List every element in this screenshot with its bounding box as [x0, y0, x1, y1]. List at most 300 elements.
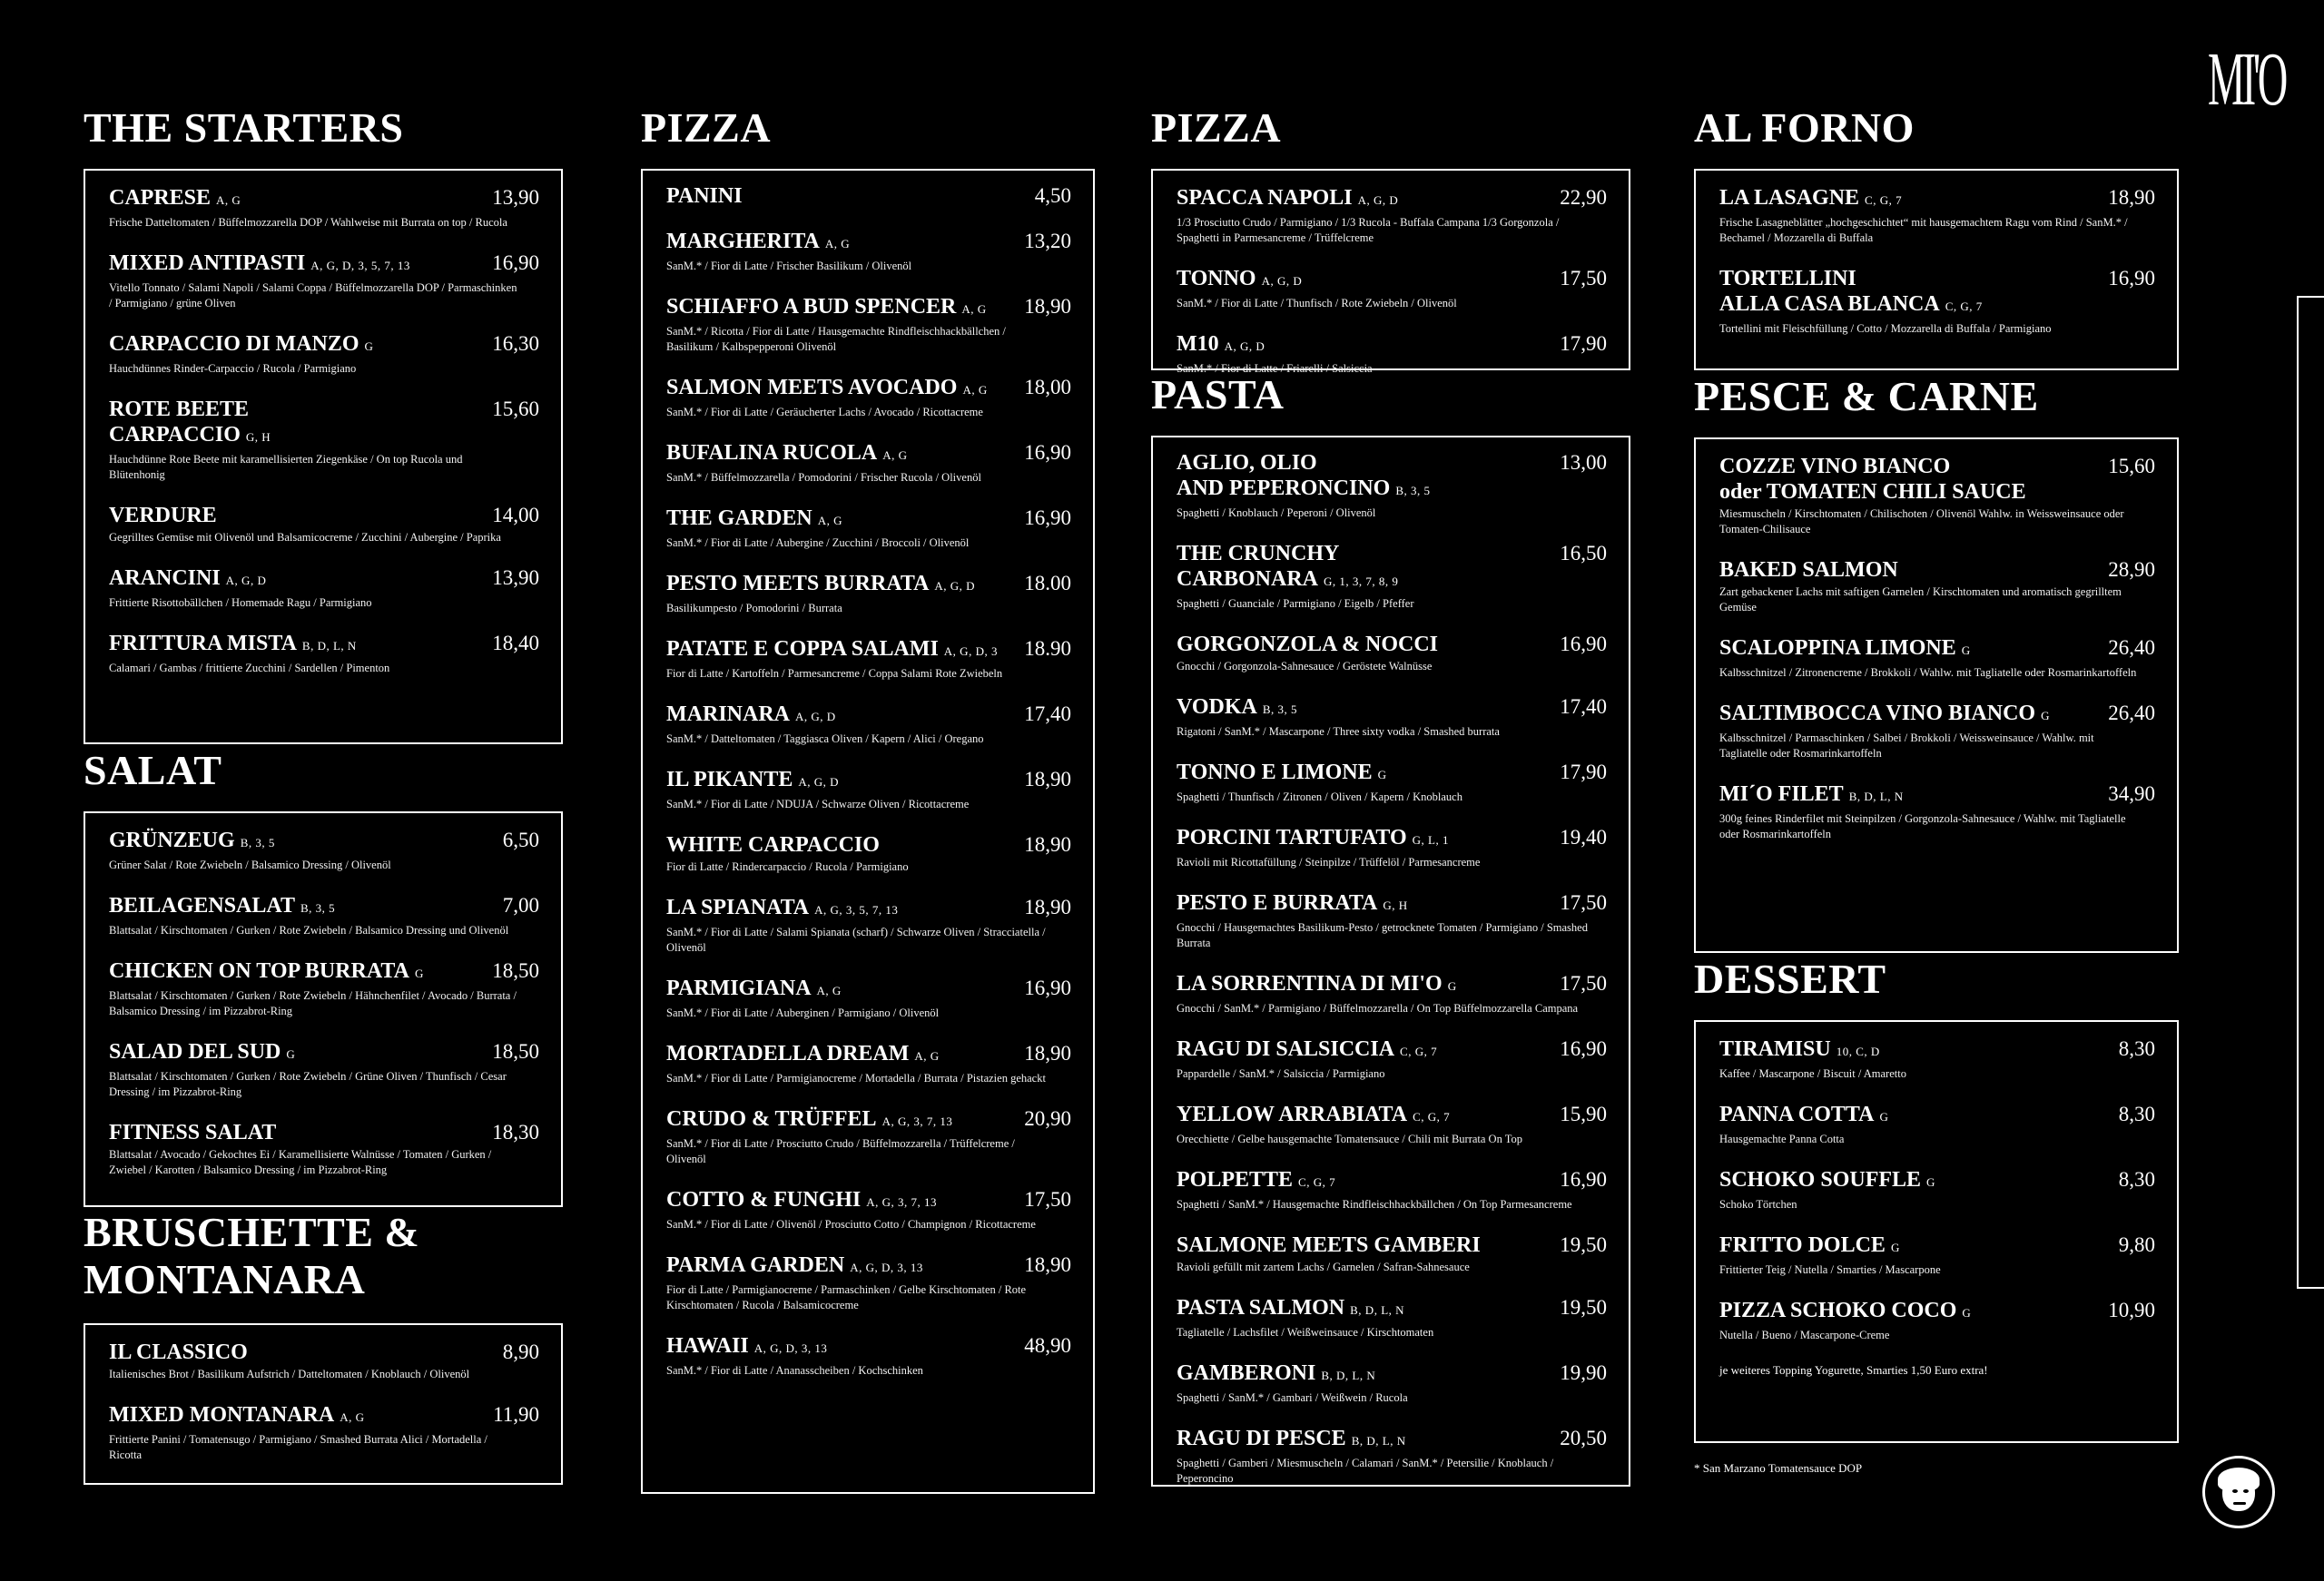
- menu-item-description: Blattsalat / Avocado / Gekochtes Ei / Karamellisierte Walnüsse / Tomaten / Gurken / Zwiebel / Karotten / Balsamico Dressing / im Pizzabrot-Ring: [109, 1148, 492, 1176]
- menu-item-name: [109, 331, 373, 359]
- dish-name: GAMBERONI: [1177, 1361, 1316, 1385]
- menu-item-name: [1177, 266, 1302, 294]
- menu-item: [666, 571, 1071, 616]
- menu-item-name: [666, 1187, 937, 1215]
- allergen-codes: A, G: [816, 984, 842, 997]
- menu-item-name: [1177, 185, 1398, 213]
- menu-item-description: SanM.* / Fior di Latte / Parmigianocreme / Mortadella / Burrata / Pistazien gehackt: [666, 1072, 1046, 1085]
- menu-item-price: 19,40: [1560, 826, 1607, 849]
- menu-item: [109, 331, 539, 377]
- menu-item-name: [109, 1039, 295, 1067]
- dish-name: YELLOW ARRABIATA: [1177, 1103, 1408, 1126]
- dish-name: PESTO E BURRATA: [1177, 891, 1378, 915]
- dish-name: SCHIAFFO A BUD SPENCER: [666, 295, 957, 319]
- allergen-codes: A, G, 3, 5, 7, 13: [814, 903, 899, 917]
- menu-item: [666, 375, 1071, 420]
- menu-item-description: Gnocchi / Hausgemachtes Basilikum-Pesto / getrocknete Tomaten / Parmigiano / Smashed Burrata: [1177, 921, 1588, 949]
- menu-item: [1719, 1036, 2155, 1082]
- dish-name: ARANCINI: [109, 566, 221, 590]
- dish-name: COZZE VINO BIANCO oder TOMATEN CHILI SAUCE: [1719, 455, 2026, 504]
- dish-name: CHICKEN ON TOP BURRATA: [109, 959, 409, 983]
- menu-item-price: 18,90: [1024, 896, 1071, 918]
- dish-name: SALAD DEL SUD: [109, 1040, 281, 1064]
- menu-item-price: 26,40: [2108, 636, 2155, 659]
- menu-item-description: Spaghetti / SanM.* / Gambari / Weißwein / Rucola: [1177, 1391, 1408, 1404]
- dish-name: RAGU DI SALSICCIA: [1177, 1037, 1395, 1061]
- section-box-starters: [84, 169, 563, 744]
- menu-item-description: Fior di Latte / Parmigianocreme / Parmaschinken / Gelbe Kirschtomaten / Rote Kirschtomaten / Rucola / Balsamicocreme: [666, 1283, 1027, 1311]
- section-title-salat: SALAT: [84, 747, 222, 793]
- menu-item-price: 17,50: [1560, 267, 1607, 290]
- menu-item: [666, 506, 1071, 551]
- menu-item-description: Schoko Törtchen: [1719, 1198, 1797, 1211]
- menu-item: [666, 294, 1071, 355]
- dish-name: SPACCA NAPOLI: [1177, 186, 1353, 210]
- section-title-pesce-carne: PESCE & CARNE: [1694, 373, 2039, 419]
- menu-item: [109, 828, 539, 873]
- menu-item-description: Hausgemachte Panna Cotta: [1719, 1133, 1845, 1145]
- dish-name: TORTELLINI ALLA CASA BLANCA: [1719, 267, 1940, 316]
- menu-item: [666, 1333, 1071, 1379]
- menu-item-price: 34,90: [2108, 782, 2155, 805]
- allergen-codes: B, 3, 5: [300, 901, 336, 915]
- section-note: je weiteres Topping Yogurette, Smarties 1,50 Euro extra!: [1719, 1363, 1988, 1377]
- allergen-codes: G: [1890, 1241, 1900, 1254]
- menu-item-description: Frittierte Panini / Tomatensugo / Parmigiano / Smashed Burrata Alici / Mortadella / Ricotta: [109, 1433, 487, 1461]
- menu-item-price: 15,60: [2108, 455, 2155, 477]
- menu-item: [666, 767, 1071, 812]
- menu-item-name: [1177, 760, 1386, 788]
- menu-item-price: 19,50: [1560, 1296, 1607, 1319]
- menu-item-name: [1177, 450, 1431, 504]
- menu-item-description: Orecchiette / Gelbe hausgemachte Tomatensauce / Chili mit Burrata On Top: [1177, 1133, 1522, 1145]
- menu-item-name: [109, 397, 271, 450]
- menu-item-description: Basilikumpesto / Pomodorini / Burrata: [666, 602, 842, 614]
- allergen-codes: C, G, 7: [1298, 1175, 1336, 1189]
- menu-item-price: 10,90: [2108, 1299, 2155, 1321]
- menu-item-description: Frische Lasagneblätter „hochgeschichtet“ mit hausgemachtem Ragu vom Rind / SanM.* / Bechamel / Mozzarella di Buffala: [1719, 216, 2128, 244]
- menu-item-name: [1177, 825, 1449, 853]
- menu-item: [666, 1252, 1071, 1313]
- menu-item-price: 16,90: [1024, 441, 1071, 464]
- menu-item-description: Frische Datteltomaten / Büffelmozzarella DOP / Wahlweise mit Burrata on top / Rucola: [109, 216, 507, 229]
- allergen-codes: G: [1962, 1306, 1972, 1320]
- section-box-salat: [84, 811, 563, 1207]
- menu-item-description: Ravioli mit Ricottafüllung / Steinpilze / Trüffelöl / Parmesancreme: [1177, 856, 1481, 869]
- menu-item-description: Ravioli gefüllt mit zartem Lachs / Garnelen / Safran-Sahnesauce: [1177, 1261, 1470, 1273]
- dish-name: M10: [1177, 332, 1219, 356]
- menu-item: [1177, 541, 1607, 612]
- dish-name: MORTADELLA DREAM: [666, 1042, 910, 1065]
- dish-name: PORCINI TARTUFATO: [1177, 826, 1407, 849]
- menu-item-price: 48,90: [1024, 1334, 1071, 1357]
- menu-item-price: 13,90: [492, 566, 539, 589]
- allergen-codes: A, G: [961, 302, 987, 316]
- allergen-codes: G: [364, 339, 374, 353]
- dish-name: BUFALINA RUCOLA: [666, 441, 878, 465]
- menu-item-price: 16,90: [1560, 633, 1607, 655]
- menu-item-name: [109, 631, 357, 659]
- dish-name: CRUDO & TRÜFFEL: [666, 1107, 877, 1131]
- section-box-pasta: [1151, 436, 1630, 1487]
- menu-item: [1177, 1295, 1607, 1340]
- dish-name: MARINARA: [666, 702, 790, 726]
- menu-item-price: 17,90: [1560, 332, 1607, 355]
- menu-item: [666, 976, 1071, 1021]
- menu-item-price: 16,90: [1024, 977, 1071, 999]
- dish-name: CARPACCIO DI MANZO: [109, 332, 359, 356]
- menu-item: [109, 958, 539, 1019]
- menu-item: [1177, 1426, 1607, 1487]
- menu-item-price: 17,50: [1560, 891, 1607, 914]
- menu-item-description: Fior di Latte / Kartoffeln / Parmesancreme / Coppa Salami Rote Zwiebeln: [666, 667, 1003, 680]
- dish-name: BAKED SALMON: [1719, 558, 1898, 582]
- menu-item-price: 18,90: [1024, 833, 1071, 856]
- dish-name: LA SORRENTINA DI MI'O: [1177, 972, 1443, 996]
- allergen-codes: A, G, D: [798, 775, 840, 789]
- allergen-codes: G, H: [1383, 899, 1408, 912]
- menu-item-description: Fior di Latte / Rindercarpaccio / Rucola / Parmigiano: [666, 860, 909, 873]
- allergen-codes: A, G: [824, 237, 851, 250]
- menu-item: [1177, 632, 1607, 674]
- menu-item: [109, 1039, 539, 1100]
- menu-item: [1177, 266, 1607, 311]
- menu-item-price: 16,90: [1560, 1037, 1607, 1060]
- menu-item: [1719, 1298, 2155, 1343]
- menu-item: [1177, 1036, 1607, 1082]
- dish-name: IL CLASSICO: [109, 1340, 248, 1364]
- menu-item-price: 15,90: [1560, 1103, 1607, 1125]
- menu-item-price: 18.00: [1024, 572, 1071, 594]
- menu-item-price: 8,30: [2118, 1168, 2155, 1191]
- menu-item: [666, 832, 1071, 875]
- menu-item-description: Spaghetti / Gamberi / Miesmuscheln / Calamari / SanM.* / Petersilie / Knoblauch / Peperoncino: [1177, 1457, 1554, 1485]
- menu-item-description: SanM.* / Fior di Latte / Geräucherter Lachs / Avocado / Ricottacreme: [666, 406, 983, 418]
- menu-item-description: Miesmuscheln / Kirschtomaten / Chilischoten / Olivenöl Wahlw. in Weissweinsauce oder Tomaten-Chilisauce: [1719, 507, 2124, 535]
- menu-item: [1719, 1102, 2155, 1147]
- dish-name: TONNO E LIMONE: [1177, 761, 1373, 784]
- menu-item-name: [109, 1402, 364, 1430]
- menu-item-name: [666, 229, 850, 257]
- menu-item-description: Gnocchi / Gorgonzola-Sahnesauce / Geröstete Walnüsse: [1177, 660, 1433, 673]
- menu-item-description: Frittierter Teig / Nutella / Smarties / Mascarpone: [1719, 1263, 1941, 1276]
- menu-item: [1719, 185, 2155, 246]
- menu-item-description: Calamari / Gambas / frittierte Zucchini / Sardellen / Pimenton: [109, 662, 390, 674]
- allergen-codes: A, G: [216, 193, 241, 207]
- allergen-codes: A, G: [914, 1049, 940, 1063]
- allergen-codes: C, G, 7: [1945, 300, 1983, 313]
- menu-item-price: 16,90: [1024, 506, 1071, 529]
- menu-item: [1719, 701, 2155, 761]
- allergen-codes: A, G, D: [1357, 193, 1399, 207]
- allergen-codes: B, D, L, N: [301, 639, 357, 653]
- menu-item-name: [1719, 1298, 1971, 1326]
- menu-item-name: [1719, 557, 1898, 583]
- allergen-codes: A, G, D, 3, 5, 7, 13: [310, 259, 410, 272]
- menu-item-description: Hauchdünnes Rinder-Carpaccio / Rucola / Parmigiano: [109, 362, 357, 375]
- allergen-codes: C, G, 7: [1400, 1045, 1438, 1058]
- section-title-bruschette: BRUSCHETTE & MONTANARA: [84, 1209, 420, 1302]
- menu-item: [1177, 825, 1607, 870]
- menu-item-price: 14,00: [492, 504, 539, 526]
- menu-item-description: SanM.* / Fior di Latte / NDUJA / Schwarze Oliven / Ricottacreme: [666, 798, 970, 810]
- menu-item-description: SanM.* / Büffelmozzarella / Pomodorini / Frischer Rucola / Olivenöl: [666, 471, 981, 484]
- dish-name: MIXED ANTIPASTI: [109, 251, 306, 275]
- menu-item-price: 28,90: [2108, 558, 2155, 581]
- menu-item: [109, 185, 539, 231]
- menu-item-price: 18,00: [1024, 376, 1071, 398]
- menu-item-description: Pappardelle / SanM.* / Salsiccia / Parmigiano: [1177, 1067, 1385, 1080]
- menu-item-name: [1719, 701, 2050, 729]
- dish-name: PARMIGIANA: [666, 977, 812, 1000]
- menu-item-price: 17,50: [1560, 972, 1607, 995]
- allergen-codes: B, D, L, N: [1351, 1434, 1406, 1448]
- menu-item: [1177, 1360, 1607, 1406]
- allergen-codes: B, 3, 5: [1395, 484, 1431, 497]
- menu-item-description: Hauchdünne Rote Beete mit karamellisierten Ziegenkäse / On top Rucola und Blütenhonig: [109, 453, 463, 481]
- menu-item: [109, 893, 539, 938]
- dish-name: CAPRESE: [109, 186, 212, 210]
- dish-name: THE GARDEN: [666, 506, 812, 530]
- menu-item-name: [109, 250, 410, 279]
- menu-item: [666, 1187, 1071, 1232]
- menu-item-name: [109, 828, 275, 856]
- menu-item-name: [1177, 1360, 1375, 1389]
- menu-item-price: 17,50: [1024, 1188, 1071, 1211]
- menu-item: [666, 895, 1071, 956]
- menu-item-description: Spaghetti / Thunfisch / Zitronen / Oliven / Kapern / Knoblauch: [1177, 790, 1462, 803]
- menu-item: [109, 1402, 539, 1463]
- dish-name: SCALOPPINA LIMONE: [1719, 636, 1956, 660]
- menu-item-name: [666, 1106, 952, 1134]
- section-title-pizza-2: PIZZA: [1151, 104, 1282, 151]
- menu-item-name: [1177, 971, 1457, 999]
- dish-name: LA SPIANATA: [666, 896, 810, 919]
- menu-item: [1719, 266, 2155, 337]
- menu-item-price: 13,20: [1024, 230, 1071, 252]
- footnote: * San Marzano Tomatensauce DOP: [1694, 1461, 1863, 1475]
- menu-item-price: 8,30: [2118, 1103, 2155, 1125]
- menu-item-description: Blattsalat / Kirschtomaten / Gurken / Rote Zwiebeln / Hähnchenfilet / Avocado / Burrata / Balsamico Dressing / im Pizzabrot-Ring: [109, 989, 517, 1017]
- menu-item-price: 18,50: [492, 1040, 539, 1063]
- menu-item-description: SanM.* / Fior di Latte / Friarelli / Salsiccia: [1177, 362, 1373, 375]
- menu-item-name: [1177, 1295, 1404, 1323]
- menu-item-description: Blattsalat / Kirschtomaten / Gurken / Rote Zwiebeln / Grüne Oliven / Thunfisch / Cesar Dressing / im Pizzabrot-Ring: [109, 1070, 507, 1098]
- dish-name: PARMA GARDEN: [666, 1253, 845, 1277]
- menu-item-price: 6,50: [502, 829, 539, 851]
- menu-item: [1719, 557, 2155, 615]
- allergen-codes: G: [2041, 709, 2050, 722]
- dish-name: PANINI: [666, 184, 743, 208]
- menu-item-description: Tagliatelle / Lachsfilet / Weißweinsauce / Kirschtomaten: [1177, 1326, 1434, 1339]
- dish-name: WHITE CARPACCIO: [666, 833, 880, 857]
- menu-item-price: 19,50: [1560, 1233, 1607, 1256]
- menu-item: [666, 1106, 1071, 1167]
- menu-item-price: 17,90: [1560, 761, 1607, 783]
- menu-item: [1719, 781, 2155, 842]
- menu-item-description: Zart gebackener Lachs mit saftigen Garnelen / Kirschtomaten und aromatisch gegrilltem Gemüse: [1719, 585, 2122, 614]
- menu-item: [1719, 1232, 2155, 1278]
- menu-item-price: 18,90: [1024, 768, 1071, 790]
- allergen-codes: B, D, L, N: [1848, 790, 1904, 803]
- dish-name: SALMON MEETS AVOCADO: [666, 376, 958, 399]
- menu-item-name: [1719, 781, 1904, 810]
- dish-name: PANNA COTTA: [1719, 1103, 1875, 1126]
- allergen-codes: G, H: [245, 430, 271, 444]
- menu-item-name: [666, 702, 836, 730]
- menu-item-description: SanM.* / Fior di Latte / Prosciutto Crudo / Büffelmozzarella / Trüffelcreme / Olivenöl: [666, 1137, 1015, 1165]
- menu-item: [109, 631, 539, 676]
- menu-item-name: [666, 183, 743, 209]
- menu-item-price: 17,40: [1024, 702, 1071, 725]
- allergen-codes: A, G, 3, 7, 13: [881, 1115, 953, 1128]
- menu-item-price: 13,00: [1560, 451, 1607, 474]
- menu-item: [666, 440, 1071, 486]
- menu-item-price: 17,40: [1560, 695, 1607, 718]
- section-box-al-forno: [1694, 169, 2179, 370]
- menu-item-price: 13,90: [492, 186, 539, 209]
- menu-item: [109, 565, 539, 611]
- section-title-pizza: PIZZA: [641, 104, 772, 151]
- menu-item-name: [1177, 632, 1438, 657]
- menu-item: [1177, 760, 1607, 805]
- menu-item-description: Kaffee / Mascarpone / Biscuit / Amaretto: [1719, 1067, 1906, 1080]
- dish-name: THE CRUNCHY CARBONARA: [1177, 542, 1340, 591]
- menu-item-name: [1177, 1426, 1406, 1454]
- menu-item: [1177, 331, 1607, 377]
- dish-name: MI´O FILET: [1719, 782, 1844, 806]
- menu-item-price: 20,90: [1024, 1107, 1071, 1130]
- dish-name: PESTO MEETS BURRATA: [666, 572, 930, 595]
- section-box-dessert: [1694, 1020, 2179, 1443]
- menu-item: [1177, 185, 1607, 246]
- menu-item-price: 18.90: [1024, 637, 1071, 660]
- menu-item-name: [109, 1340, 248, 1365]
- menu-item-name: [1719, 1102, 1888, 1130]
- menu-item-name: [109, 185, 241, 213]
- allergen-codes: A, G, D: [934, 579, 976, 593]
- menu-item-name: [666, 832, 880, 858]
- dish-name: SALTIMBOCCA VINO BIANCO: [1719, 702, 2036, 725]
- allergen-codes: A, G, D: [794, 710, 836, 723]
- menu-item-name: [1177, 331, 1265, 359]
- menu-item-name: [1719, 1232, 1900, 1261]
- menu-item-price: 4,50: [1034, 184, 1071, 207]
- allergen-codes: G: [1926, 1175, 1935, 1189]
- menu-item-name: [666, 895, 898, 923]
- menu-item: [1719, 1167, 2155, 1213]
- menu-item-price: 18,50: [492, 959, 539, 982]
- dish-name: GORGONZOLA & NOCCI: [1177, 633, 1439, 656]
- dish-name: AGLIO, OLIO AND PEPERONCINO: [1177, 451, 1391, 500]
- menu-item-description: Italienisches Brot / Basilikum Aufstrich / Datteltomaten / Knoblauch / Olivenöl: [109, 1368, 470, 1380]
- dish-name: PATATE E COPPA SALAMI: [666, 637, 939, 661]
- menu-item-price: 16,50: [1560, 542, 1607, 565]
- dish-name: TONNO: [1177, 267, 1256, 290]
- section-box-bruschette: [84, 1323, 563, 1485]
- menu-item-price: 8,30: [2118, 1037, 2155, 1060]
- menu-item: [1177, 694, 1607, 740]
- menu-item-name: [666, 294, 987, 322]
- allergen-codes: A, G, D: [225, 574, 267, 587]
- allergen-codes: G, 1, 3, 7, 8, 9: [1324, 574, 1399, 588]
- menu-item: [109, 397, 539, 483]
- menu-item-description: SanM.* / Fior di Latte / Salami Spianata (scharf) / Schwarze Oliven / Stracciatella / Olivenöl: [666, 926, 1046, 954]
- dish-name: GRÜNZEUG: [109, 829, 235, 852]
- allergen-codes: G: [1377, 768, 1387, 781]
- dish-name: VODKA: [1177, 695, 1257, 719]
- menu-item-name: [1719, 454, 2026, 505]
- menu-item-description: Vitello Tonnato / Salami Napoli / Salami Coppa / Büffelmozzarella DOP / Parmaschinken / Parmigiano / grüne Oliven: [109, 281, 517, 309]
- allergen-codes: G: [1961, 643, 1971, 657]
- allergen-codes: G: [286, 1047, 296, 1061]
- section-title-pasta: PASTA: [1151, 371, 1285, 417]
- menu-item-description: Kalbsschnitzel / Zitronencreme / Brokkoli / Wahlw. mit Tagliatelle oder Rosmarinkartoffeln: [1719, 666, 2137, 679]
- menu-item-description: SanM.* / Fior di Latte / Ananasscheiben / Kochschinken: [666, 1364, 923, 1377]
- menu-item: [109, 1340, 539, 1382]
- menu-item-name: [1719, 1167, 1935, 1195]
- dish-name: MARGHERITA: [666, 230, 820, 253]
- allergen-codes: A, G: [962, 383, 988, 397]
- allergen-codes: B, 3, 5: [240, 836, 275, 849]
- menu-item: [666, 1041, 1071, 1086]
- dish-name: COTTO & FUNGHI: [666, 1188, 862, 1212]
- menu-item-price: 18,40: [492, 632, 539, 654]
- section-box-pesce-carne: [1694, 437, 2179, 953]
- menu-item-description: SanM.* / Fior di Latte / Thunfisch / Rote Zwiebeln / Olivenöl: [1177, 297, 1457, 309]
- allergen-codes: B, 3, 5: [1262, 702, 1298, 716]
- menu-item-price: 18,90: [1024, 1253, 1071, 1276]
- menu-item-price: 16,30: [492, 332, 539, 355]
- dish-name: BEILAGENSALAT: [109, 894, 295, 918]
- menu-item-description: SanM.* / Fior di Latte / Aubergine / Zucchini / Broccoli / Olivenöl: [666, 536, 970, 549]
- menu-item-description: Grüner Salat / Rote Zwiebeln / Balsamico Dressing / Olivenöl: [109, 859, 391, 871]
- menu-item-description: Spaghetti / Knoblauch / Peperoni / Olivenöl: [1177, 506, 1376, 519]
- menu-item-name: [1177, 541, 1398, 594]
- allergen-codes: B, D, L, N: [1350, 1303, 1405, 1317]
- menu-item-price: 7,00: [502, 894, 539, 917]
- menu-item-description: SanM.* / Fior di Latte / Frischer Basilikum / Olivenöl: [666, 260, 912, 272]
- menu-item-price: 20,50: [1560, 1427, 1607, 1449]
- menu-item: [1177, 1167, 1607, 1213]
- allergen-codes: G: [414, 967, 424, 980]
- menu-item-name: [1719, 1036, 1880, 1065]
- dish-name: LA LASAGNE: [1719, 186, 1860, 210]
- menu-item-name: [666, 636, 998, 664]
- menu-item-name: [666, 1041, 940, 1069]
- menu-item-description: Blattsalat / Kirschtomaten / Gurken / Rote Zwiebeln / Balsamico Dressing und Olivenöl: [109, 924, 509, 937]
- menu-item-name: [1719, 185, 1902, 213]
- menu-item-description: SanM.* / Fior di Latte / Auberginen / Parmigiano / Olivenöl: [666, 1007, 940, 1019]
- menu-item: [666, 702, 1071, 747]
- face-logo-icon: [2202, 1456, 2275, 1528]
- menu-item-name: [666, 571, 975, 599]
- brand-logo: MI'O: [2208, 37, 2285, 122]
- menu-item: [109, 503, 539, 545]
- allergen-codes: B, D, L, N: [1321, 1369, 1376, 1382]
- menu-item-price: 16,90: [1560, 1168, 1607, 1191]
- dish-name: POLPETTE: [1177, 1168, 1294, 1192]
- allergen-codes: A, G: [882, 448, 908, 462]
- menu-item: [109, 250, 539, 311]
- menu-item-name: [666, 1333, 827, 1361]
- allergen-codes: A, G, D: [1261, 274, 1303, 288]
- allergen-codes: A, G: [817, 514, 842, 527]
- dish-name: ROTE BEETE CARPACCIO: [109, 398, 250, 447]
- side-panel-edge: [2297, 296, 2324, 1289]
- dish-name: MIXED MONTANARA: [109, 1403, 335, 1427]
- menu-item-name: [666, 1252, 923, 1281]
